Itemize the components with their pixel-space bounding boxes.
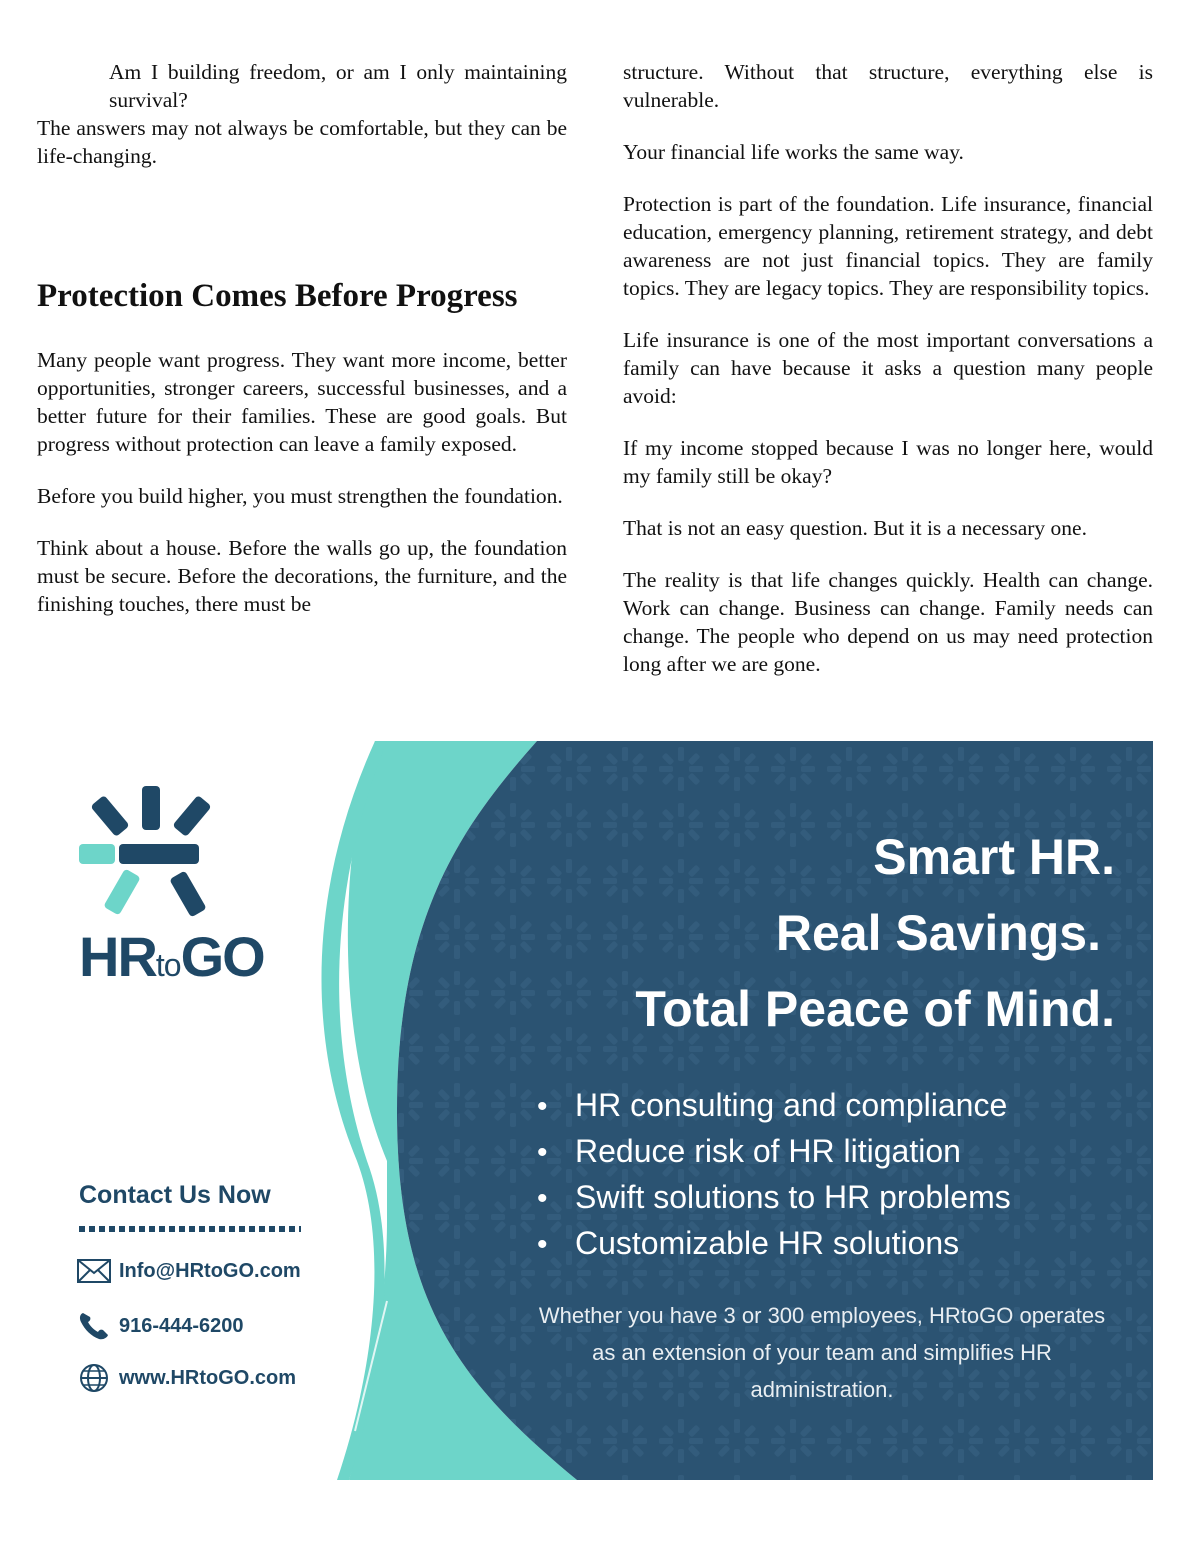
phone-icon bbox=[77, 1311, 111, 1341]
phone-contact[interactable] bbox=[77, 1311, 244, 1341]
paragraph: If my income stopped because I was no longer here, would my family still be okay? bbox=[623, 436, 1153, 488]
phone-number[interactable]: 916-444-6200 bbox=[119, 1314, 244, 1337]
list-item: • Reduce risk of HR litigation bbox=[537, 1129, 1011, 1175]
list-item: • HR consulting and compliance bbox=[537, 1083, 1011, 1129]
intro-closing: The answers may not always be comfortable, but they can be life-changing. bbox=[37, 116, 567, 168]
hrtogo-advertisement bbox=[37, 741, 1153, 1480]
paragraph: Your financial life works the same way. bbox=[623, 140, 964, 164]
paragraph: The reality is that life changes quickly. Health can change. Work can change. Business can change. Family needs can change. The people who depend on us may need protection long after we are gone. bbox=[623, 568, 1153, 676]
paragraph: Protection is part of the foundation. Life insurance, financial education, emergency planning, retirement strategy, and debt awareness are not just financial topics. They are family topics. They are legacy topics. They are responsibility topics. bbox=[623, 192, 1153, 300]
headline-line: Smart HR. bbox=[873, 829, 1115, 885]
paragraph: Before you build higher, you must strengthen the foundation. bbox=[37, 484, 563, 508]
email-contact[interactable] bbox=[77, 1259, 301, 1283]
right-column bbox=[623, 58, 1153, 678]
list-item: • Customizable HR solutions bbox=[537, 1221, 1011, 1267]
benefit-list bbox=[537, 1083, 1011, 1267]
paragraph: Think about a house. Before the walls go up, the foundation must be secure. Before the decorations, the furniture, and the finishing touches, there must be bbox=[37, 536, 567, 616]
paragraph: Many people want progress. They want more income, better opportunities, stronger careers, successful businesses, and a better future for their families. These are good goals. But progress without protection can leave a family exposed. bbox=[37, 348, 567, 456]
paragraph: structure. Without that structure, everything else is vulnerable. bbox=[623, 60, 1153, 112]
dotted-divider bbox=[79, 1226, 301, 1232]
hrtogo-logo-icon bbox=[79, 786, 229, 926]
paragraph: Life insurance is one of the most important conversations a family can have because it asks a question many people avoid: bbox=[623, 328, 1153, 408]
globe-icon bbox=[77, 1363, 111, 1393]
section-heading: Protection Comes Before Progress bbox=[37, 278, 518, 314]
ad-tagline: Whether you have 3 or 300 employees, HRtoGO operates as an extension of your team and simplifies HR administration. bbox=[538, 1303, 1106, 1402]
headline-line: Real Savings. bbox=[775, 905, 1101, 961]
ad-headline bbox=[635, 819, 1115, 1047]
envelope-icon bbox=[77, 1259, 111, 1283]
left-column-top bbox=[37, 58, 567, 170]
left-column-body bbox=[37, 346, 567, 618]
brand-logo-text: HRtoGO bbox=[79, 925, 264, 988]
paragraph: That is not an easy question. But it is a necessary one. bbox=[623, 516, 1087, 540]
website-contact[interactable] bbox=[77, 1363, 296, 1393]
email-link[interactable]: Info@HRtoGO.com bbox=[119, 1259, 301, 1282]
website-link[interactable]: www.HRtoGO.com bbox=[119, 1366, 297, 1389]
list-item: • Swift solutions to HR problems bbox=[537, 1175, 1011, 1221]
headline-line: Total Peace of Mind. bbox=[635, 981, 1115, 1037]
quote-text: Am I building freedom, or am I only maintaining survival? bbox=[109, 60, 567, 112]
contact-title: Contact Us Now bbox=[79, 1181, 271, 1209]
